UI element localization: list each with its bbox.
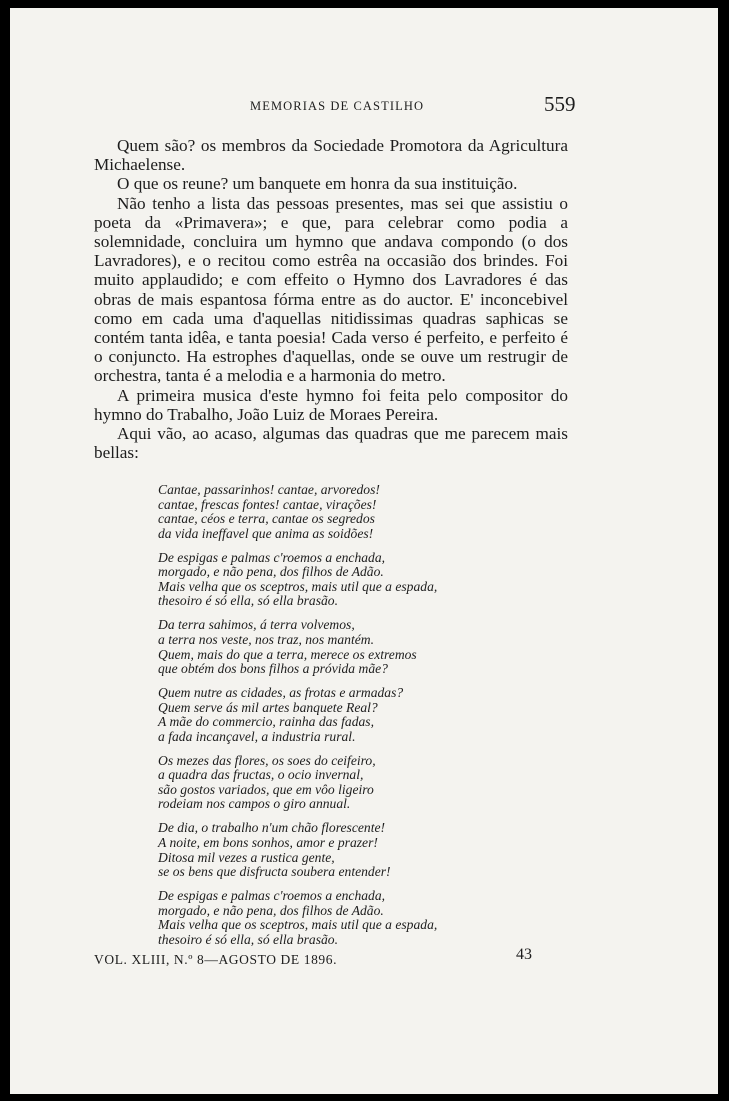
poem-line: morgado, e não pena, dos filhos de Adão. — [158, 564, 384, 580]
poem-line: Quem nutre as cidades, as frotas e armadas? — [158, 685, 404, 701]
poem-stanza — [158, 551, 538, 609]
poem-stanza — [158, 483, 538, 541]
poem-line: se os bens que disfructa soubera entender! — [158, 864, 391, 880]
poem-line: A noite, em bons sonhos, amor e prazer! — [158, 834, 378, 850]
poem-line: da vida ineffavel que anima as soidões! — [158, 525, 374, 541]
poem-line: De dia, o trabalho n'um chão florescente! — [158, 820, 386, 836]
poem-line: Quem, mais do que a terra, merece os extremos — [158, 646, 417, 662]
poem — [158, 483, 538, 957]
poem-line: thesoiro é só ella, só ella brasão. — [158, 931, 338, 947]
poem-line: morgado, e não pena, dos filhos de Adão. — [158, 902, 384, 918]
volume-info: VOL. XLIII, N.º 8—AGOSTO DE 1896. — [94, 952, 338, 967]
paragraph: Não tenho a lista das pessoas presentes, mas sei que assistiu o poeta da «Primavera»; e que, para celebrar como podia a solemnidade, concluira um hymno que andava compondo (o dos Lavradores), e o recitou como estrêa na occasião dos brindes. Foi muito applaudido; e com effeito o Hymno dos Lavradores é das obras de mais espantosa fórma entre as do auctor. E' inconcebivel como em cada uma d'aquellas nitidissimas quadras saphicas se contém tanta idêa, e tanta poesia! Cada verso é perfeito, e perfeito é o conjuncto. Ha estrophes d'aquellas, onde se ouve um restrugir de orchestra, tanta é a melodia e a harmonia do metro. — [94, 193, 568, 386]
poem-line: Cantae, passarinhos! cantae, arvoredos! — [158, 482, 380, 497]
poem-line: que obtém dos bons filhos a próvida mãe? — [158, 661, 388, 677]
paragraph: O que os reune? um banquete em honra da sua instituição. — [117, 174, 518, 194]
poem-line: A mãe do commercio, rainha das fadas, — [158, 714, 374, 730]
page-header — [10, 92, 718, 122]
poem-line: a terra nos veste, nos traz, nos mantém. — [158, 631, 374, 647]
poem-stanza — [158, 754, 538, 812]
poem-line: a fada incançavel, a industria rural. — [158, 728, 356, 744]
poem-line: cantae, céos e terra, cantae os segredos — [158, 511, 375, 527]
paragraph: Quem são? os membros da Sociedade Promotora da Agricultura Michaelense. — [94, 136, 568, 175]
poem-stanza — [158, 821, 538, 879]
poem-line: Mais velha que os sceptros, mais util que a espada, — [158, 578, 438, 594]
poem-line: são gostos variados, que em vôo ligeiro — [158, 781, 374, 797]
paragraph: Aqui vão, ao acaso, algumas das quadras que me parecem mais bellas: — [94, 424, 568, 463]
poem-line: thesoiro é só ella, só ella brasão. — [158, 593, 338, 609]
poem-line: a quadra das fructas, o ocio invernal, — [158, 767, 364, 783]
poem-stanza — [158, 686, 538, 744]
book-page — [10, 8, 718, 1094]
page-number: 559 — [544, 92, 576, 116]
running-title: MEMORIAS DE CASTILHO — [250, 99, 425, 113]
poem-line: Mais velha que os sceptros, mais util que a espada, — [158, 917, 438, 933]
poem-line: Os mezes das flores, os soes do ceifeiro, — [158, 752, 376, 768]
poem-line: Ditosa mil vezes a rustica gente, — [158, 849, 335, 865]
poem-line: cantae, frescas fontes! cantae, virações! — [158, 496, 377, 512]
poem-stanza — [158, 889, 538, 947]
poem-line: Quem serve ás mil artes banquete Real? — [158, 699, 378, 715]
signature-mark: 43 — [516, 946, 532, 963]
poem-line: De espigas e palmas c'roemos a enchada, — [158, 549, 386, 565]
poem-line: rodeiam nos campos o giro annual. — [158, 796, 351, 812]
poem-stanza — [158, 618, 538, 676]
poem-line: De espigas e palmas c'roemos a enchada, — [158, 888, 386, 904]
page-footer — [94, 946, 568, 974]
paragraph: A primeira musica d'este hymno foi feita pelo compositor do hymno do Trabalho, João Luiz de Moraes Pereira. — [94, 385, 568, 424]
body-text — [94, 136, 568, 462]
poem-line: Da terra sahimos, á terra volvemos, — [158, 617, 355, 633]
